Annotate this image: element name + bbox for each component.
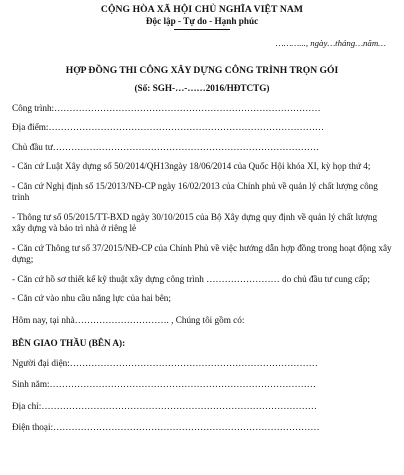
today-statement: Hôm nay, tại nhà…………………………. , Chúng tôi gồm có: [12, 314, 245, 325]
party-a-heading: BÊN GIAO THẦU (BÊN A): [12, 338, 126, 349]
party-a-phone: Điện thoại:…………………………………………………………………………… [12, 422, 320, 433]
party-a-address: Địa chỉ:……………………………………………………………………………… [12, 400, 317, 411]
contract-number: (Số: SGH-…-……2016/HĐTCTG) [134, 83, 270, 94]
party-a-representative: Người đại diện:……………………………………………………………………… [12, 357, 318, 368]
basis-item: - Căn cứ Thông tư số 37/2015/NĐ-CP của Chính Phủ về việc hướng dẫn hợp đồng trong hoạt động xây dựng; [12, 242, 392, 265]
legal-bases [12, 161, 392, 305]
basis-item: - Thông tư số 05/2015/TT-BXD ngày 30/10/2015 của Bộ Xây dựng quy định về quản lý chất lượng xây dựng và bảo trì nhà ở riêng lẻ [12, 211, 378, 234]
field-project: Công trình:…………………………………………………………………………… [12, 102, 321, 113]
basis-item: - Căn cứ Luật Xây dựng số 50/2014/QH13ngày 18/06/2014 của Quốc Hội khóa XI, kỳ họp thứ 4; [12, 161, 371, 172]
field-investor: Chủ đầu tư…………………………………………………………………………… [12, 141, 320, 152]
basis-item: - Căn cứ hồ sơ thiết kế kỹ thuật xây dựng công trình …………………… do chủ đầu tư cung cấp; [12, 273, 370, 284]
republic-heading: CỘNG HÒA XÃ HỘI CHỦ NGHĨA VIỆT NAM [100, 4, 304, 15]
contract-fields [12, 103, 392, 154]
national-motto: Độc lập - Tự do - Hạnh phúc [145, 15, 259, 26]
field-location: Địa điểm:……………………………………………………………………………… [12, 122, 325, 133]
basis-item: - Căn cứ Nghị định số 15/2013/NĐ-CP ngày 16/02/2013 của Chính phủ về quản lý chất lượng công trình [12, 180, 378, 203]
basis-item: - Căn cứ vào nhu cầu năng lực của hai bên; [12, 293, 171, 304]
date-line: ………..., ngày…tháng…năm… [275, 38, 386, 49]
party-a-birth-year: Sinh năm:…………………………………………………………………………… [12, 379, 316, 390]
contract-title: HỢP ĐỒNG THI CÔNG XÂY DỰNG CÔNG TRÌNH TRỌN GÓI [65, 65, 339, 77]
motto-underline [174, 29, 230, 30]
